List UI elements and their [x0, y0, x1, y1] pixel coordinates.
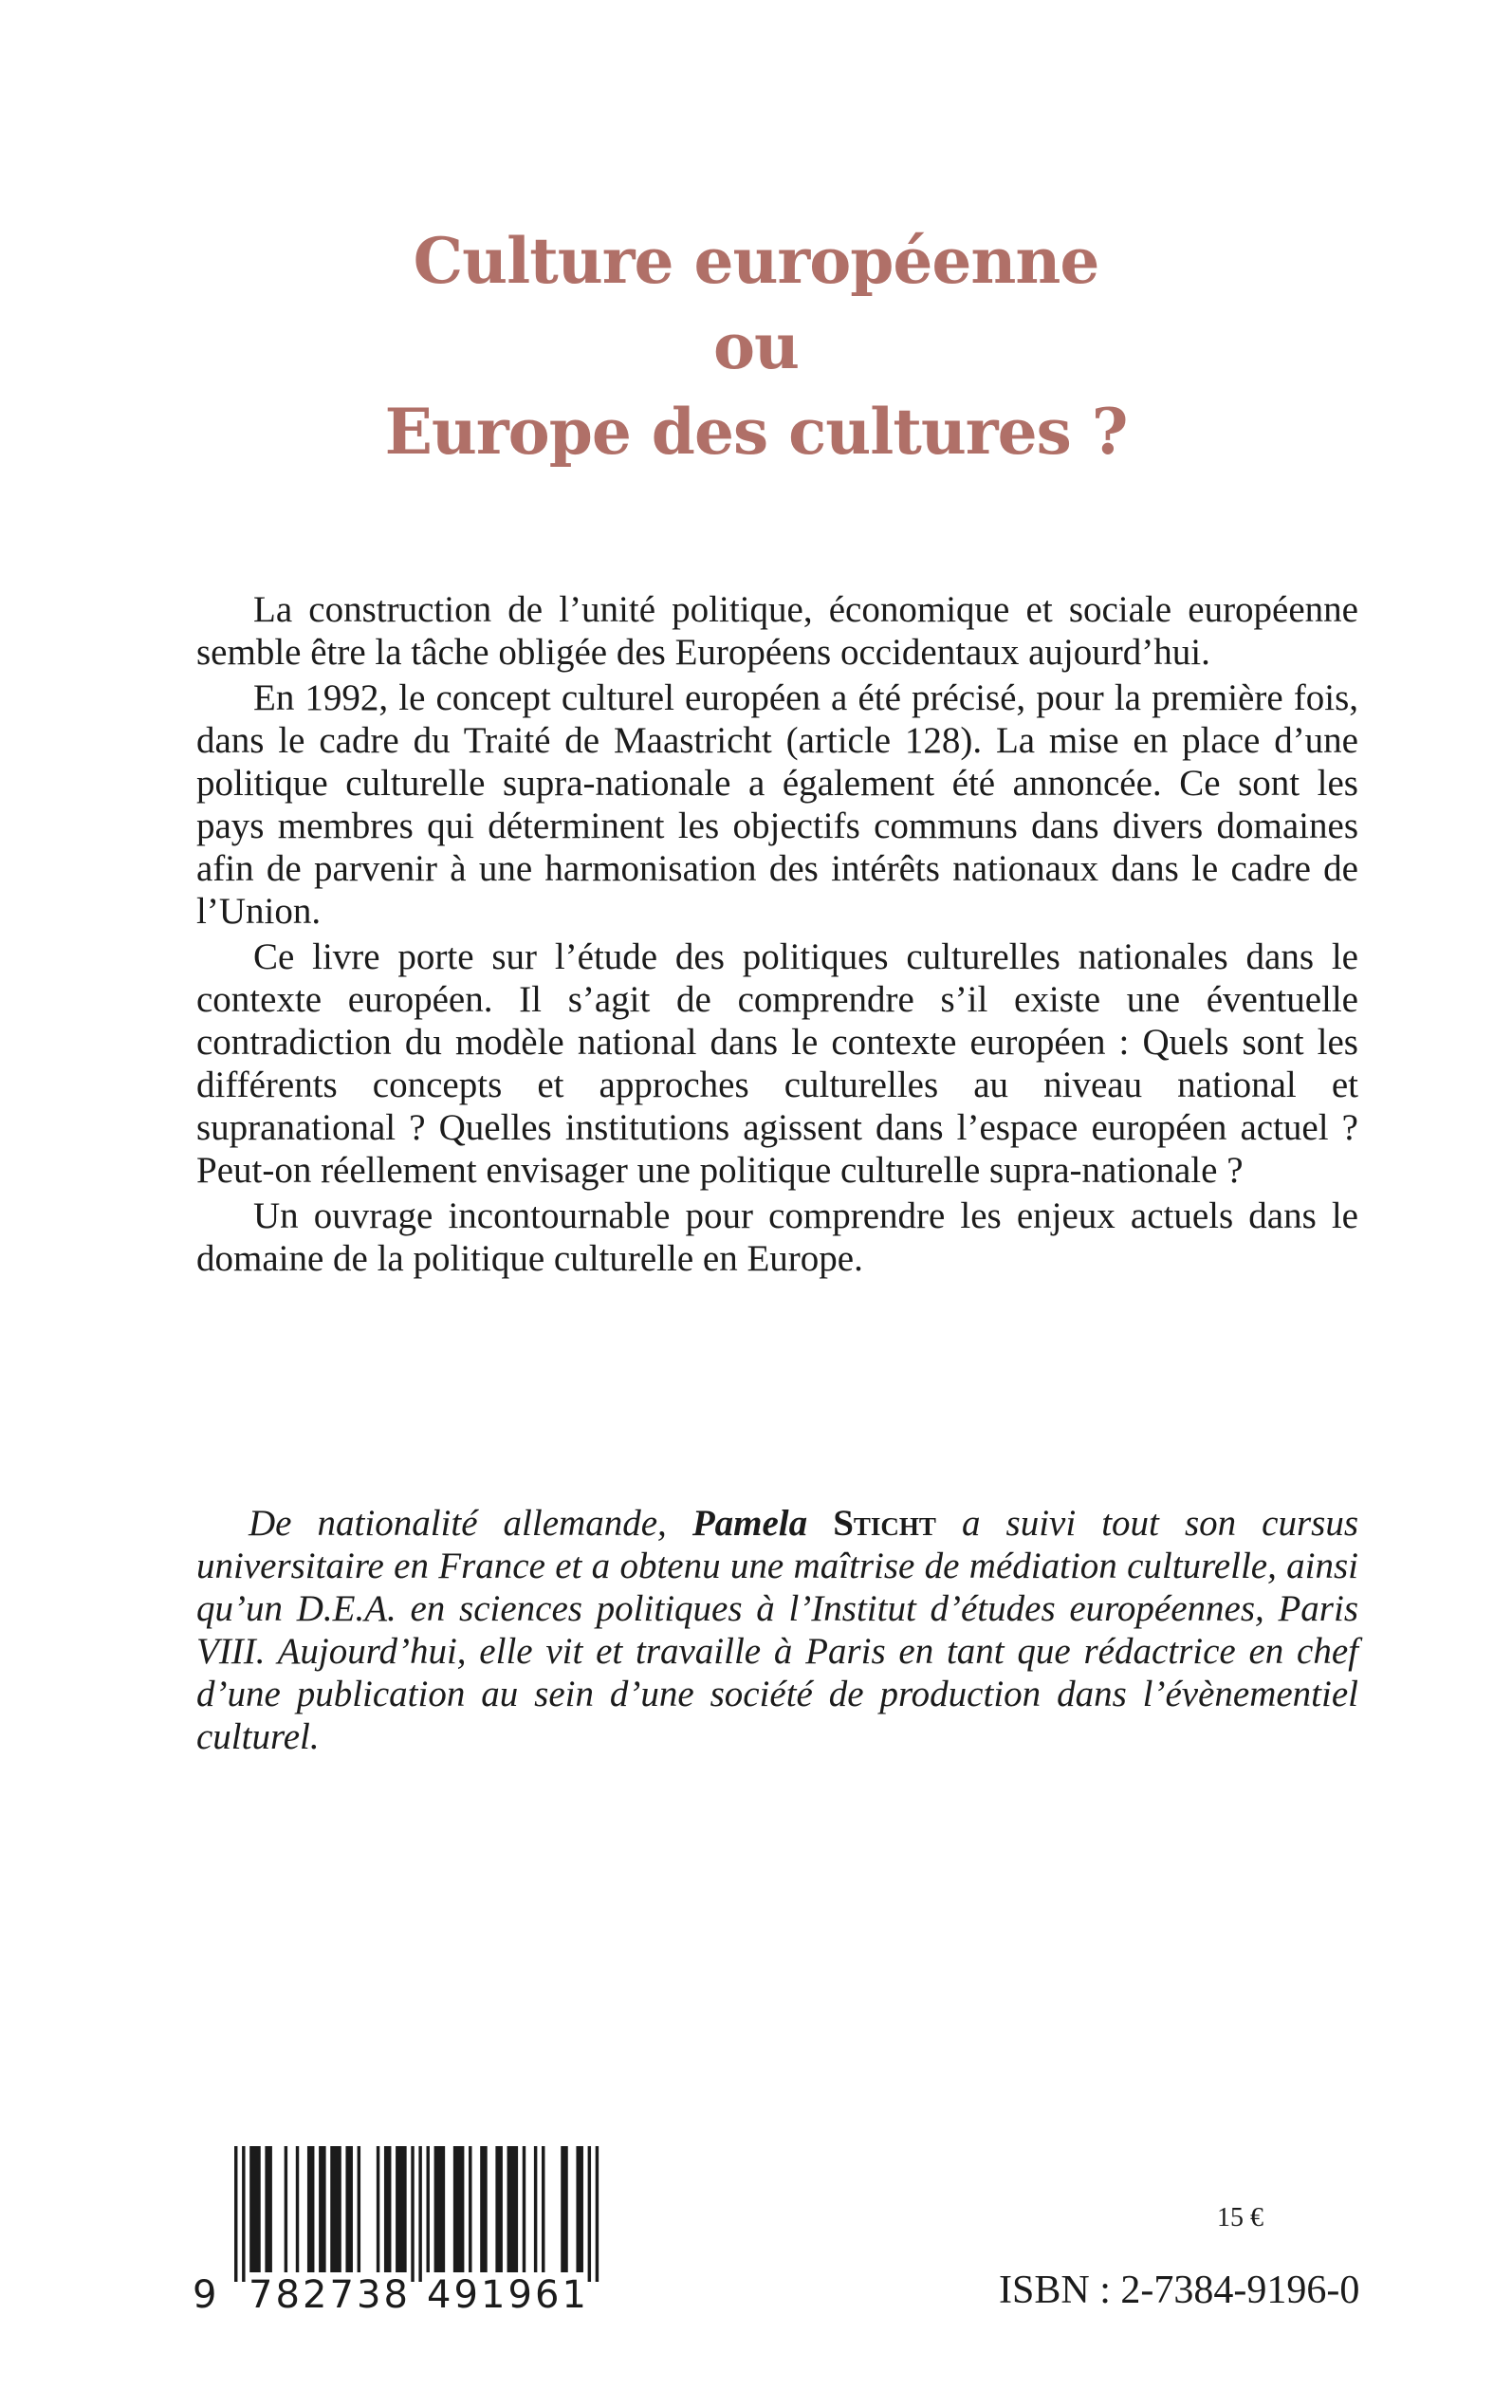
- bio-prefix: De nationalité allemande,: [249, 1503, 692, 1544]
- barcode-right-digits: 491961: [427, 2273, 586, 2312]
- book-title: [0, 218, 1512, 474]
- barcode-left-digits: 782738: [249, 2273, 408, 2312]
- ean13-barcode-icon: [190, 2146, 626, 2312]
- blurb-paragraph-2: En 1992, le concept culturel européen a été précisé, pour la première fois, dans le cadre du Traité de Maastricht (article 128). La mise en place d’une politique culturelle supra-nationale a également été annoncée. Ce sont les pays membres qui déterminent les objectifs communs dans divers domaines afin de parvenir à une harmonisation des intérêts nationaux dans le cadre de l’Union.: [196, 677, 1358, 932]
- author-last-name: Sticht: [833, 1503, 936, 1544]
- blurb: [196, 588, 1358, 1283]
- blurb-paragraph-1: La construction de l’unité politique, économique et sociale européenne semble être la tâche obligée des Européens occidentaux aujourd’hui.: [196, 589, 1358, 673]
- price: 15 €: [1217, 2203, 1263, 2232]
- title-line-1: Culture européenne: [413, 224, 1099, 298]
- bio-text: a suivi tout son cursus universitaire en France et a obtenu une maîtrise de médiation culturelle, ainsi qu’un D.E.A. en sciences politiques à l’Institut d’études européennes, Paris VIII. Aujourd’hui, elle vit et travaille à Paris en tant que rédactrice en chef d’une publication au sein d’une société de production dans l’évènementiel culturel.: [196, 1503, 1359, 1757]
- isbn: ISBN : 2-7384-9196-0: [999, 2269, 1360, 2312]
- title-line-3: Europe des cultures ?: [384, 395, 1128, 469]
- blurb-paragraph-3: Ce livre porte sur l’étude des politiques culturelles nationales dans le contexte européen. Il s’agit de comprendre s’il existe une éventuelle contradiction du modèle national dans le contexte européen : Quels sont les différents concepts et approches culturelles au niveau national et supranational ? Quelles institutions agissent dans l’espace européen actuel ? Peut-on réellement envisager une politique culturelle supra-nationale ?: [196, 936, 1358, 1191]
- barcode-first-digit: 9: [193, 2273, 217, 2312]
- blurb-paragraph-4: Un ouvrage incontournable pour comprendre les enjeux actuels dans le domaine de la politique culturelle en Europe.: [196, 1195, 1358, 1279]
- title-line-2: ou: [712, 309, 799, 383]
- author-first-name: Pamela: [691, 1503, 808, 1544]
- author-bio: [196, 1502, 1358, 1758]
- author-bio-paragraph: [196, 1502, 1358, 1758]
